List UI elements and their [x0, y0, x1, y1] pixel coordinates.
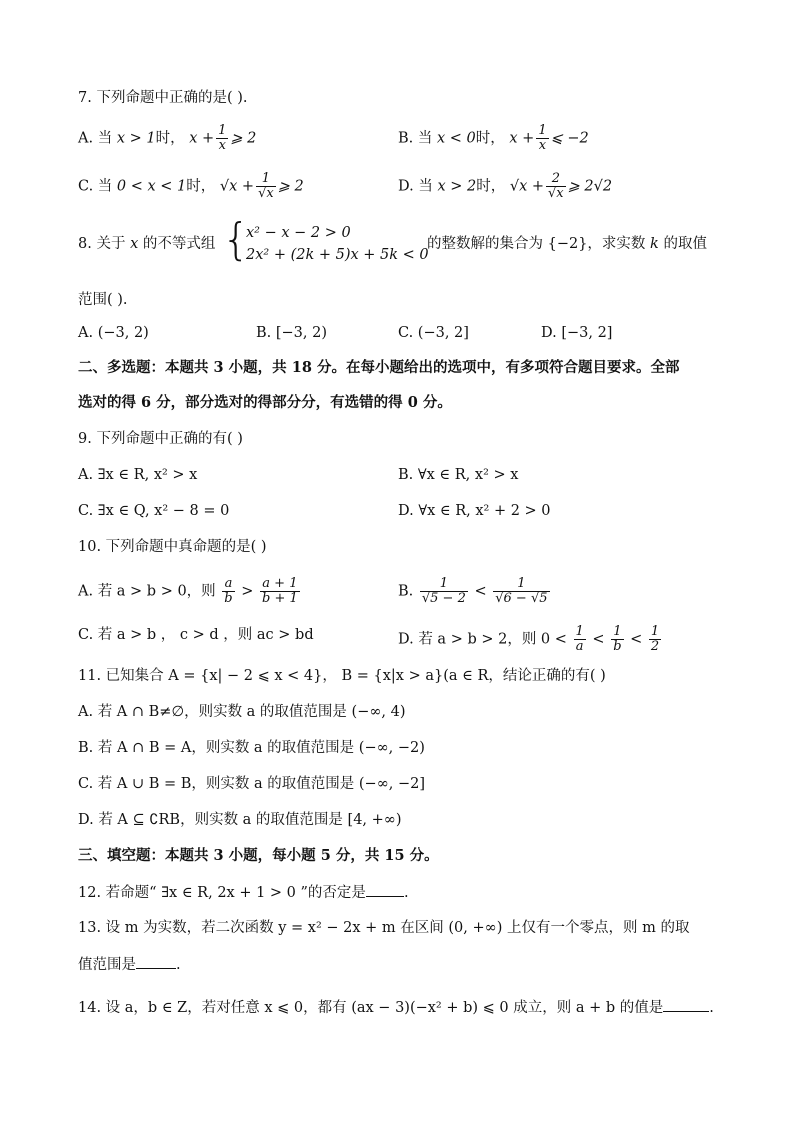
q7-a-fraction [216, 124, 228, 153]
q7-b-mid: 时， [475, 130, 505, 147]
q8-stem-pre [78, 234, 215, 254]
q8-post-text: 的整数解的集合为 {−2}，求实数 [427, 236, 646, 252]
q7-a-den: x [218, 138, 226, 153]
q14-answer-blank[interactable] [663, 997, 709, 1012]
q7-b-cond: x < 0 [436, 130, 476, 147]
q10-d-pre: D. 若 a > b > 2，则 0 < [398, 631, 567, 648]
q7-c-mid: 时， [186, 178, 216, 195]
q8-option-b: B. [−3, 2) [256, 325, 328, 341]
q7-b-label: B. 当 [398, 130, 433, 147]
q8-end-text: 的取值 [663, 236, 707, 252]
q8-inequality-1: x² − x − 2 > 0 [246, 225, 351, 241]
q10-a-d1: b [224, 591, 233, 606]
q11-option-a: A. 若 A ∩ B≠∅，则实数 a 的取值范围是 (−∞, 4) [78, 704, 406, 720]
q8-k: k [650, 236, 659, 252]
q10-a-n1: a [222, 577, 234, 592]
q10-d-fraction-3 [649, 625, 661, 654]
q10-stem: 10. 下列命题中真命题的是( ) [78, 539, 267, 555]
q7-b-fraction [536, 124, 548, 153]
q8-var: x [130, 236, 139, 252]
q10-d-n1: 1 [575, 624, 584, 639]
q8-mid-text: 的不等式组 [142, 236, 216, 252]
q10-b-op: < [474, 583, 487, 600]
q9-option-b: B. ∀x ∈ R, x² > x [398, 467, 519, 483]
q10-d-op2: < [630, 631, 643, 648]
q10-option-c: C. 若 a > b ， c > d ，则 ac > bd [78, 627, 314, 643]
q13-pre: 值范围是 [78, 957, 136, 973]
q12-pre: 12. 若命题“ ∃x ∈ R, 2x + 1 > 0 ”的否定是 [78, 885, 366, 901]
q10-option-a [78, 577, 302, 606]
q14-stem [78, 997, 714, 1018]
q7-d-expr-pre: √x + [509, 178, 545, 195]
q10-a-op: > [241, 583, 254, 600]
q10-a-fraction-2 [260, 577, 300, 606]
section3-heading: 三、填空题：本题共 3 小题，每小题 5 分，共 15 分。 [78, 847, 439, 864]
q13-answer-blank[interactable] [136, 954, 176, 969]
q8-brace: { [222, 214, 250, 265]
q9-option-d: D. ∀x ∈ R, x² + 2 > 0 [398, 503, 551, 519]
q13-line2 [78, 954, 181, 975]
q10-d-n3: 1 [650, 624, 660, 639]
q14-post: . [709, 1000, 714, 1016]
section2-heading-line1: 二、多选题：本题共 3 小题，共 18 分。在每小题给出的选项中，有多项符合题目要求。全部 [78, 359, 680, 376]
q10-a-pre: A. 若 a > b > 0，则 [78, 583, 216, 600]
q7-c-expr-post: ⩾ 2 [277, 178, 304, 195]
q10-d-d1: a [575, 639, 584, 654]
q8-stem-post [427, 234, 707, 254]
q8-option-c: C. (−3, 2] [398, 325, 469, 341]
q7-d-fraction [546, 172, 566, 201]
q10-d-n2: 1 [611, 625, 623, 640]
q8-option-d: D. [−3, 2] [541, 325, 613, 341]
q9-option-a: A. ∃x ∈ R, x² > x [78, 467, 198, 483]
q7-option-a [78, 124, 256, 153]
q7-c-den: √x [258, 186, 274, 201]
q10-d-op1: < [592, 631, 605, 648]
q10-option-d [398, 625, 663, 654]
q10-a-fraction-1 [222, 577, 234, 606]
q10-b-fraction-2 [493, 577, 549, 606]
q7-c-expr-pre: √x + [219, 178, 255, 195]
q10-d-d3: 2 [650, 639, 660, 654]
q7-b-expr-post: ⩽ −2 [550, 130, 589, 147]
q7-b-expr-pre: x + [509, 130, 535, 147]
q7-a-label: A. 当 [78, 130, 113, 147]
q7-a-expr-post: ⩾ 2 [230, 130, 257, 147]
q7-a-expr-pre: x + [189, 130, 215, 147]
q8-pre-text: 8. 关于 [78, 236, 126, 252]
q7-b-num: 1 [538, 123, 547, 138]
q8-option-a: A. (−3, 2) [78, 325, 149, 341]
q13-line1: 13. 设 m 为实数，若二次函数 y = x² − 2x + m 在区间 (0, +∞) 上仅有一个零点，则 m 的取 [78, 920, 690, 936]
q7-c-num: 1 [256, 172, 276, 187]
q10-a-n2: a + 1 [260, 577, 300, 592]
q7-d-cond: x > 2 [437, 178, 477, 195]
q7-d-mid: 时， [476, 178, 506, 195]
q10-d-d2: b [613, 639, 622, 654]
q7-d-num: 2 [546, 172, 566, 187]
q11-stem: 11. 已知集合 A = {x| − 2 ⩽ x < 4}， B = {x|x > a}(a ∈ R，结论正确的有( ) [78, 668, 606, 684]
q10-b-n2: 1 [493, 577, 549, 592]
q7-d-label: D. 当 [398, 178, 433, 195]
q7-option-b [398, 124, 589, 153]
q12-answer-blank[interactable] [366, 882, 404, 897]
q7-d-expr-post: ⩾ 2√2 [567, 178, 613, 195]
q11-option-b: B. 若 A ∩ B = A，则实数 a 的取值范围是 (−∞, −2) [78, 740, 425, 756]
q10-d-fraction-2 [611, 625, 623, 654]
q11-option-c: C. 若 A ∪ B = B，则实数 a 的取值范围是 (−∞, −2] [78, 776, 426, 792]
q7-b-den: x [538, 138, 547, 153]
q14-pre: 14. 设 a，b ∈ Z，若对任意 x ⩽ 0，都有 (ax − 3)(−x² + b) ⩽ 0 成立，则 a + b 的值是 [78, 1000, 664, 1016]
q10-b-n1: 1 [420, 577, 468, 592]
q12-stem [78, 882, 409, 903]
q7-option-c [78, 172, 304, 201]
q10-b-label: B. [398, 583, 414, 600]
q9-stem: 9. 下列命题中正确的有( ) [78, 431, 243, 447]
q7-option-d [398, 172, 612, 201]
q7-stem: 7. 下列命题中正确的是( ). [78, 90, 248, 106]
section2-heading-line2: 选对的得 6 分，部分选对的得部分分，有选错的得 0 分。 [78, 394, 452, 411]
q7-a-mid: 时， [155, 130, 185, 147]
q7-c-cond: 0 < x < 1 [116, 178, 187, 195]
q10-b-fraction-1 [420, 577, 468, 606]
q12-post: . [403, 885, 409, 901]
q7-a-cond: x > 1 [116, 130, 156, 147]
q10-b-d2: √6 − √5 [495, 591, 548, 606]
q7-a-num: 1 [218, 123, 227, 138]
q10-b-d1: √5 − 2 [421, 591, 466, 606]
q9-option-c: C. ∃x ∈ Q, x² − 8 = 0 [78, 503, 230, 519]
q7-d-den: √x [548, 186, 564, 201]
q7-c-fraction [256, 172, 276, 201]
q8-inequality-2: 2x² + (2k + 5)x + 5k < 0 [246, 247, 429, 263]
q13-post: . [176, 957, 181, 973]
q8-stem-line2: 范围( ). [78, 292, 128, 308]
q11-option-d: D. 若 A ⊆ ∁RB，则实数 a 的取值范围是 [4, +∞) [78, 812, 402, 828]
q10-a-d2: b + 1 [262, 591, 298, 606]
q10-option-b [398, 577, 552, 606]
q7-c-label: C. 当 [78, 178, 113, 195]
q10-d-fraction-1 [574, 625, 586, 654]
